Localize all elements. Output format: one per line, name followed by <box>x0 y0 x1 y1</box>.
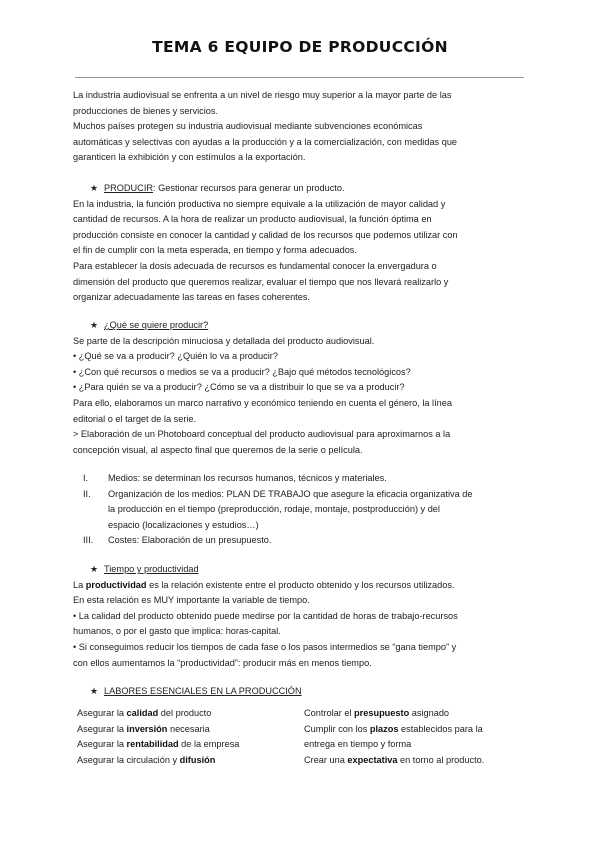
intro-line: Muchos países protegen su industria audiovisual mediante subvenciones económicas <box>73 121 423 132</box>
section-que-producir <box>73 318 528 458</box>
text-run: entrega en tiempo y forma <box>304 739 412 750</box>
section-heading <box>73 318 528 334</box>
text-run: Cumplir con los <box>304 723 370 734</box>
body-line: cantidad de recursos. A la hora de realizar un producto audiovisual, la función óptima en <box>73 214 432 225</box>
body-line: editorial o el target de la serie. <box>73 413 197 424</box>
intro-line: garanticen la exhibición y con estímulos a la exportación. <box>73 152 306 163</box>
text-run: necesaria <box>167 723 210 734</box>
bold-term: rentabilidad <box>126 739 179 750</box>
labor-item <box>77 706 239 722</box>
labor-item <box>304 722 484 738</box>
text-run: asignado <box>409 708 450 718</box>
list-line: la producción en el tiempo (preproducción, rodaje, montaje, postproducción) y del <box>108 504 440 515</box>
list-line: Organización de los medios: PLAN DE TRABAJO que asegure la eficacia organizativa de <box>108 488 473 499</box>
list-item <box>73 471 528 487</box>
body-line: En la industria, la función productiva no siempre equivale a la utilización de mayor calidad y <box>73 198 446 209</box>
body-line: • ¿Con qué recursos o medios se va a producir? ¿Bajo qué métodos tecnológicos? <box>73 366 411 377</box>
heading-label: ¿Qué se quiere producir? <box>104 320 209 330</box>
star-icon: ★ <box>90 686 99 696</box>
body-line: • La calidad del producto obtenido puede medirse por la cantidad de horas de trabajo-recursos <box>73 610 458 621</box>
heading-label: Tiempo y productividad <box>104 564 199 574</box>
text-run: Controlar el <box>304 708 355 718</box>
section-producir <box>73 181 528 306</box>
body-line: organizar adecuadamente las tareas en fases coherentes. <box>73 292 310 303</box>
bold-term: expectativa <box>347 754 398 765</box>
list-item <box>73 487 528 534</box>
body-line: humanos, o por el gasto que implica: horas-capital. <box>73 626 281 637</box>
text-run: Asegurar la circulación y <box>77 754 180 765</box>
text-run: Asegurar la <box>77 708 127 718</box>
heading-rest: : Gestionar recursos para generar un producto. <box>153 183 345 193</box>
list-line: Costes: Elaboración de un presupuesto. <box>108 535 272 546</box>
text-run: Asegurar la <box>77 723 127 734</box>
bold-term: inversión <box>126 723 168 734</box>
body-line <box>73 578 528 594</box>
bold-term: calidad <box>126 708 159 718</box>
labores-right-column <box>304 706 484 768</box>
labores-left-column <box>77 706 239 768</box>
list-number: II. <box>83 488 91 499</box>
star-icon: ★ <box>90 564 99 574</box>
text-run: Asegurar la <box>77 739 127 750</box>
labor-item <box>77 722 239 738</box>
body-line: concepción visual, al aspecto final que queremos de la serie o película. <box>73 444 363 455</box>
section-heading <box>73 562 528 578</box>
body-line: • ¿Qué se va a producir? ¿Quién lo va a producir? <box>73 351 278 362</box>
labor-item <box>77 737 239 753</box>
body-line: Se parte de la descripción minuciosa y detallada del producto audiovisual. <box>73 335 375 346</box>
text-run: es la relación existente entre el producto obtenido y los recursos utilizados. <box>146 579 455 590</box>
page-title: TEMA 6 EQUIPO DE PRODUCCIÓN <box>152 38 448 56</box>
list-line: espacio (localizaciones y estudios…) <box>108 519 259 530</box>
bold-term: presupuesto <box>354 708 410 718</box>
body-line: > Elaboración de un Photoboard conceptual del producto audiovisual para aproximarnos a la <box>73 429 451 440</box>
text-run: del producto <box>158 708 212 718</box>
heading-label: LABORES ESENCIALES EN LA PRODUCCIÓN <box>104 686 302 696</box>
list-number: I. <box>83 473 89 483</box>
body-line: producción consiste en conocer la cantidad y calidad de los recursos que podemos utilizar con <box>73 229 458 240</box>
list-number: III. <box>83 535 94 546</box>
bold-term: difusión <box>179 754 216 765</box>
bold-term: plazos <box>369 723 399 734</box>
labor-item <box>304 706 484 722</box>
star-icon: ★ <box>90 183 99 193</box>
star-icon: ★ <box>90 320 99 330</box>
list-line: Medios: se determinan los recursos humanos, técnicos y materiales. <box>108 473 387 483</box>
roman-list <box>73 471 528 549</box>
body-line: dimensión del producto que queremos realizar, evaluar el tiempo que nos llevará realizarlo y <box>73 276 449 287</box>
section-labores <box>73 684 528 700</box>
text-run: La <box>73 579 86 590</box>
intro-paragraph <box>73 88 528 166</box>
heading-label: PRODUCIR <box>104 183 154 193</box>
body-line: el fin de cumplir con la meta esperada, en tiempo y forma adecuados. <box>73 245 357 256</box>
section-heading <box>73 684 528 700</box>
intro-line: producciones de bienes y servicios. <box>73 105 219 116</box>
section-heading <box>73 181 528 197</box>
text-run: Crear una <box>304 754 348 765</box>
body-line: • ¿Para quién se va a producir? ¿Cómo se va a distribuir lo que se va a producir? <box>73 382 405 393</box>
bold-term: productividad <box>85 579 147 590</box>
intro-line: La industria audiovisual se enfrenta a un nivel de riesgo muy superior a la mayor parte de las <box>73 90 452 100</box>
text-run: en torno al producto. <box>397 754 485 765</box>
labor-item <box>77 753 239 769</box>
intro-line: automáticas y selectivas con ayudas a la producción y a la comercialización, con medidas que <box>73 136 458 147</box>
text-run: de la empresa <box>178 739 240 750</box>
text-run: establecidos para la <box>398 723 483 734</box>
body-line: Para ello, elaboramos un marco narrativo y económico teniendo en cuenta el género, la línea <box>73 397 452 408</box>
labor-item <box>304 753 484 769</box>
labor-item <box>304 737 484 753</box>
title-divider <box>75 77 524 78</box>
body-line: Para establecer la dosis adecuada de recursos es fundamental conocer la envergadura o <box>73 260 437 271</box>
body-line: En esta relación es MUY importante la variable de tiempo. <box>73 595 310 606</box>
body-line: • Si conseguimos reducir los tiempos de cada fase o los pasos intermedios se “gana tiempo” y <box>73 641 457 652</box>
body-line: con ellos aumentamos la “productividad”: producir más en menos tiempo. <box>73 657 372 668</box>
section-tiempo <box>73 562 528 671</box>
list-item <box>73 533 528 549</box>
